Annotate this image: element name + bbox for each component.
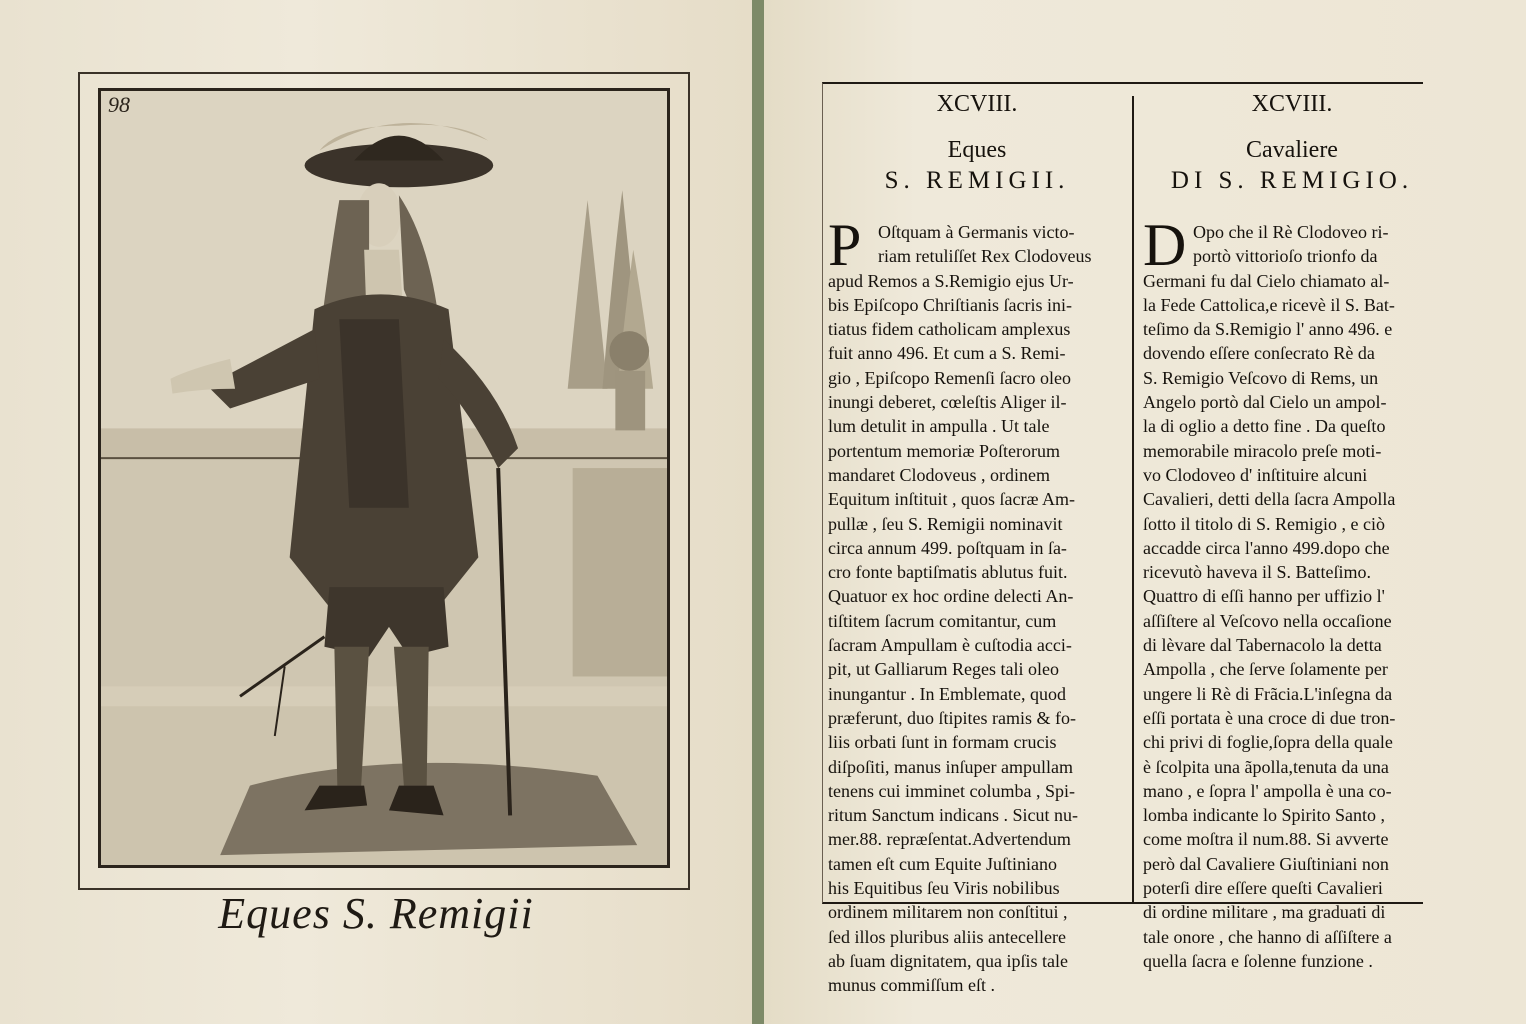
latin-text-line: diſpoſiti, manus inſuper ampullam xyxy=(828,756,1073,777)
italian-text-line: di lèvare dal Tabernacolo la detta xyxy=(1143,635,1382,656)
italian-title-line1: Cavaliere xyxy=(1246,137,1338,163)
latin-text-line: cro fonte baptiſmatis ablutus fuit. xyxy=(828,562,1068,583)
italian-text-line: S. Remigio Veſcovo di Rems, un xyxy=(1143,367,1379,388)
plate-number: 98 xyxy=(108,92,130,117)
italian-text-line: lomba indicante lo Spirito Santo , xyxy=(1143,805,1385,826)
latin-text-line: inungi deberet, cœleſtis Aliger il- xyxy=(828,392,1067,413)
italian-text-line: mano , e ſopra l' ampolla è una co- xyxy=(1143,780,1392,801)
italian-text-line: Germani fu dal Cielo chiamato al- xyxy=(1143,270,1390,291)
latin-body-text xyxy=(822,212,1132,998)
latin-text-line: circa annum 499. poſtquam in ſa- xyxy=(828,537,1067,558)
italian-text-line: Opo che il Rè Clodoveo ri- xyxy=(1193,222,1389,242)
latin-text-line: inungantur . In Emblemate, quod xyxy=(828,683,1066,704)
italian-text-line: portò vittorioſo trionfo da xyxy=(1193,246,1378,267)
italian-chapter-numeral: XCVIII. xyxy=(1251,91,1333,117)
italian-text-line: eſſi portata è una croce di due tron- xyxy=(1143,707,1396,728)
latin-title-line2: S. REMIGII. xyxy=(884,167,1070,194)
italian-column xyxy=(1137,84,1447,973)
latin-text-line: munus commiſſum eſt . xyxy=(828,975,995,996)
latin-text-line: tiſtitem ſacrum comitantur, cum xyxy=(828,610,1057,631)
latin-text-line: bis Epiſcopo Chriſtianis ſacris ini- xyxy=(828,294,1072,315)
latin-column xyxy=(822,84,1132,998)
latin-text-line: his Equitibus ſeu Viris nobilibus xyxy=(828,878,1060,899)
italian-text-line: ricevutò haveva il S. Batteſimo. xyxy=(1143,562,1371,583)
italian-text-line: ſotto il titolo di S. Remigio , e ciò xyxy=(1143,513,1385,534)
latin-chapter-numeral: XCVIII. xyxy=(936,91,1018,117)
latin-text-line: ritum Sanctum indicans . Sicut nu- xyxy=(828,805,1078,826)
latin-title-line1: Eques xyxy=(947,137,1007,163)
latin-text-line: riam retuliſſet Rex Clodoveus xyxy=(878,246,1092,267)
italian-text-line: chi privi di foglie,ſopra della quale xyxy=(1143,732,1393,753)
column-divider xyxy=(1132,96,1134,902)
italian-lines xyxy=(1143,212,1443,973)
italian-text-line: Angelo portò dal Cielo un ampol- xyxy=(1143,392,1387,413)
latin-text-line: lum detulit in ampulla . Ut tale xyxy=(828,416,1050,437)
italian-text-line: aſſiſtere al Veſcovo nella occaſione xyxy=(1143,610,1392,631)
latin-lines xyxy=(828,212,1128,998)
latin-drop-cap: P xyxy=(828,212,862,278)
italian-text-line: ungere li Rè di Frãcia.L'inſegna da xyxy=(1143,683,1393,704)
italian-text-line: dovendo eſſere conſecrato Rè da xyxy=(1143,343,1375,364)
italian-text-line: Ampolla , che ſerve ſolamente per xyxy=(1143,659,1388,680)
latin-text-line: tiatus fidem catholicam amplexus xyxy=(828,319,1071,340)
latin-text-line: tenens cui imminet columba , Spi- xyxy=(828,780,1075,801)
italian-text-line: Cavalieri, detti della ſacra Ampolla xyxy=(1143,489,1396,510)
latin-text-line: liis orbati ſunt in formam crucis xyxy=(828,732,1057,753)
latin-text-line: ſacram Ampullam è cuſtodia acci- xyxy=(828,635,1072,656)
latin-text-line: portentum memoriæ Poſterorum xyxy=(828,440,1060,461)
italian-text-line: è ſcolpita una ãpolla,tenuta da una xyxy=(1143,756,1389,777)
latin-text-line: præferunt, duo ſtipites ramis & fo- xyxy=(828,707,1076,728)
italian-text-line: accadde circa l'anno 499.dopo che xyxy=(1143,537,1390,558)
italian-title-line2: DI S. REMIGIO. xyxy=(1170,167,1414,194)
italian-text-line: quella ſacra e ſolenne funzione . xyxy=(1143,950,1373,971)
italian-text-line: tale onore , che hanno di aſſiſtere a xyxy=(1143,926,1392,947)
italian-text-line: memorabile miracolo preſe moti- xyxy=(1143,440,1382,461)
latin-text-line: Equitum inſtituit , quos ſacræ Am- xyxy=(828,489,1075,510)
italian-text-line: poterſi dire eſſere queſti Cavalieri xyxy=(1143,878,1383,899)
latin-text-line: apud Remos a S.Remigio ejus Ur- xyxy=(828,270,1074,291)
italian-text-line: teſimo da S.Remigio l' anno 496. e xyxy=(1143,319,1393,340)
italian-text-line: però dal Cavaliere Giuſtiniani non xyxy=(1143,853,1389,874)
latin-text-line: fuit anno 496. Et cum a S. Remi- xyxy=(828,343,1066,364)
italian-text-line: come moſtra il num.88. Si avverte xyxy=(1143,829,1389,850)
italian-body-text xyxy=(1137,212,1447,973)
italian-text-line: la Fede Cattolica,e ricevè il S. Bat- xyxy=(1143,294,1395,315)
latin-text-line: gio , Epiſcopo Remenſi ſacro oleo xyxy=(828,367,1071,388)
latin-text-line: mer.88. repræſentat.Advertendum xyxy=(828,829,1071,850)
latin-text-line: Oſtquam à Germanis victo- xyxy=(878,222,1075,242)
plate-caption: Eques S. Remigii xyxy=(218,889,534,938)
latin-text-line: tamen eſt cum Equite Juſtiniano xyxy=(828,853,1057,874)
left-page xyxy=(0,0,752,1024)
latin-text-line: mandaret Clodoveus , ordinem xyxy=(828,464,1050,485)
engraving-image xyxy=(98,88,670,868)
italian-text-line: vo Clodoveo d' inſtituire alcuni xyxy=(1143,464,1368,485)
italian-text-line: la di oglio a detto fine . Da queſto xyxy=(1143,416,1386,437)
latin-text-line: Quatuor ex hoc ordine delecti An- xyxy=(828,586,1074,607)
engraving-plate xyxy=(78,72,690,890)
knight-engraving xyxy=(101,91,667,865)
italian-text-line: Quattro di eſſi hanno per uffizio l' xyxy=(1143,586,1385,607)
latin-text-line: pit, ut Galliarum Reges tali oleo xyxy=(828,659,1059,680)
italian-text-line: di ordine militare , ma graduati di xyxy=(1143,902,1386,923)
latin-text-line: ordinem militarem non conſtitui , xyxy=(828,902,1068,923)
italian-drop-cap: D xyxy=(1143,212,1187,278)
latin-text-line: ſed illos pluribus aliis antecellere xyxy=(828,926,1066,947)
latin-text-line: ab ſuam dignitatem, qua ipſis tale xyxy=(828,950,1068,971)
latin-text-line: pullæ , ſeu S. Remigii nominavit xyxy=(828,513,1063,534)
